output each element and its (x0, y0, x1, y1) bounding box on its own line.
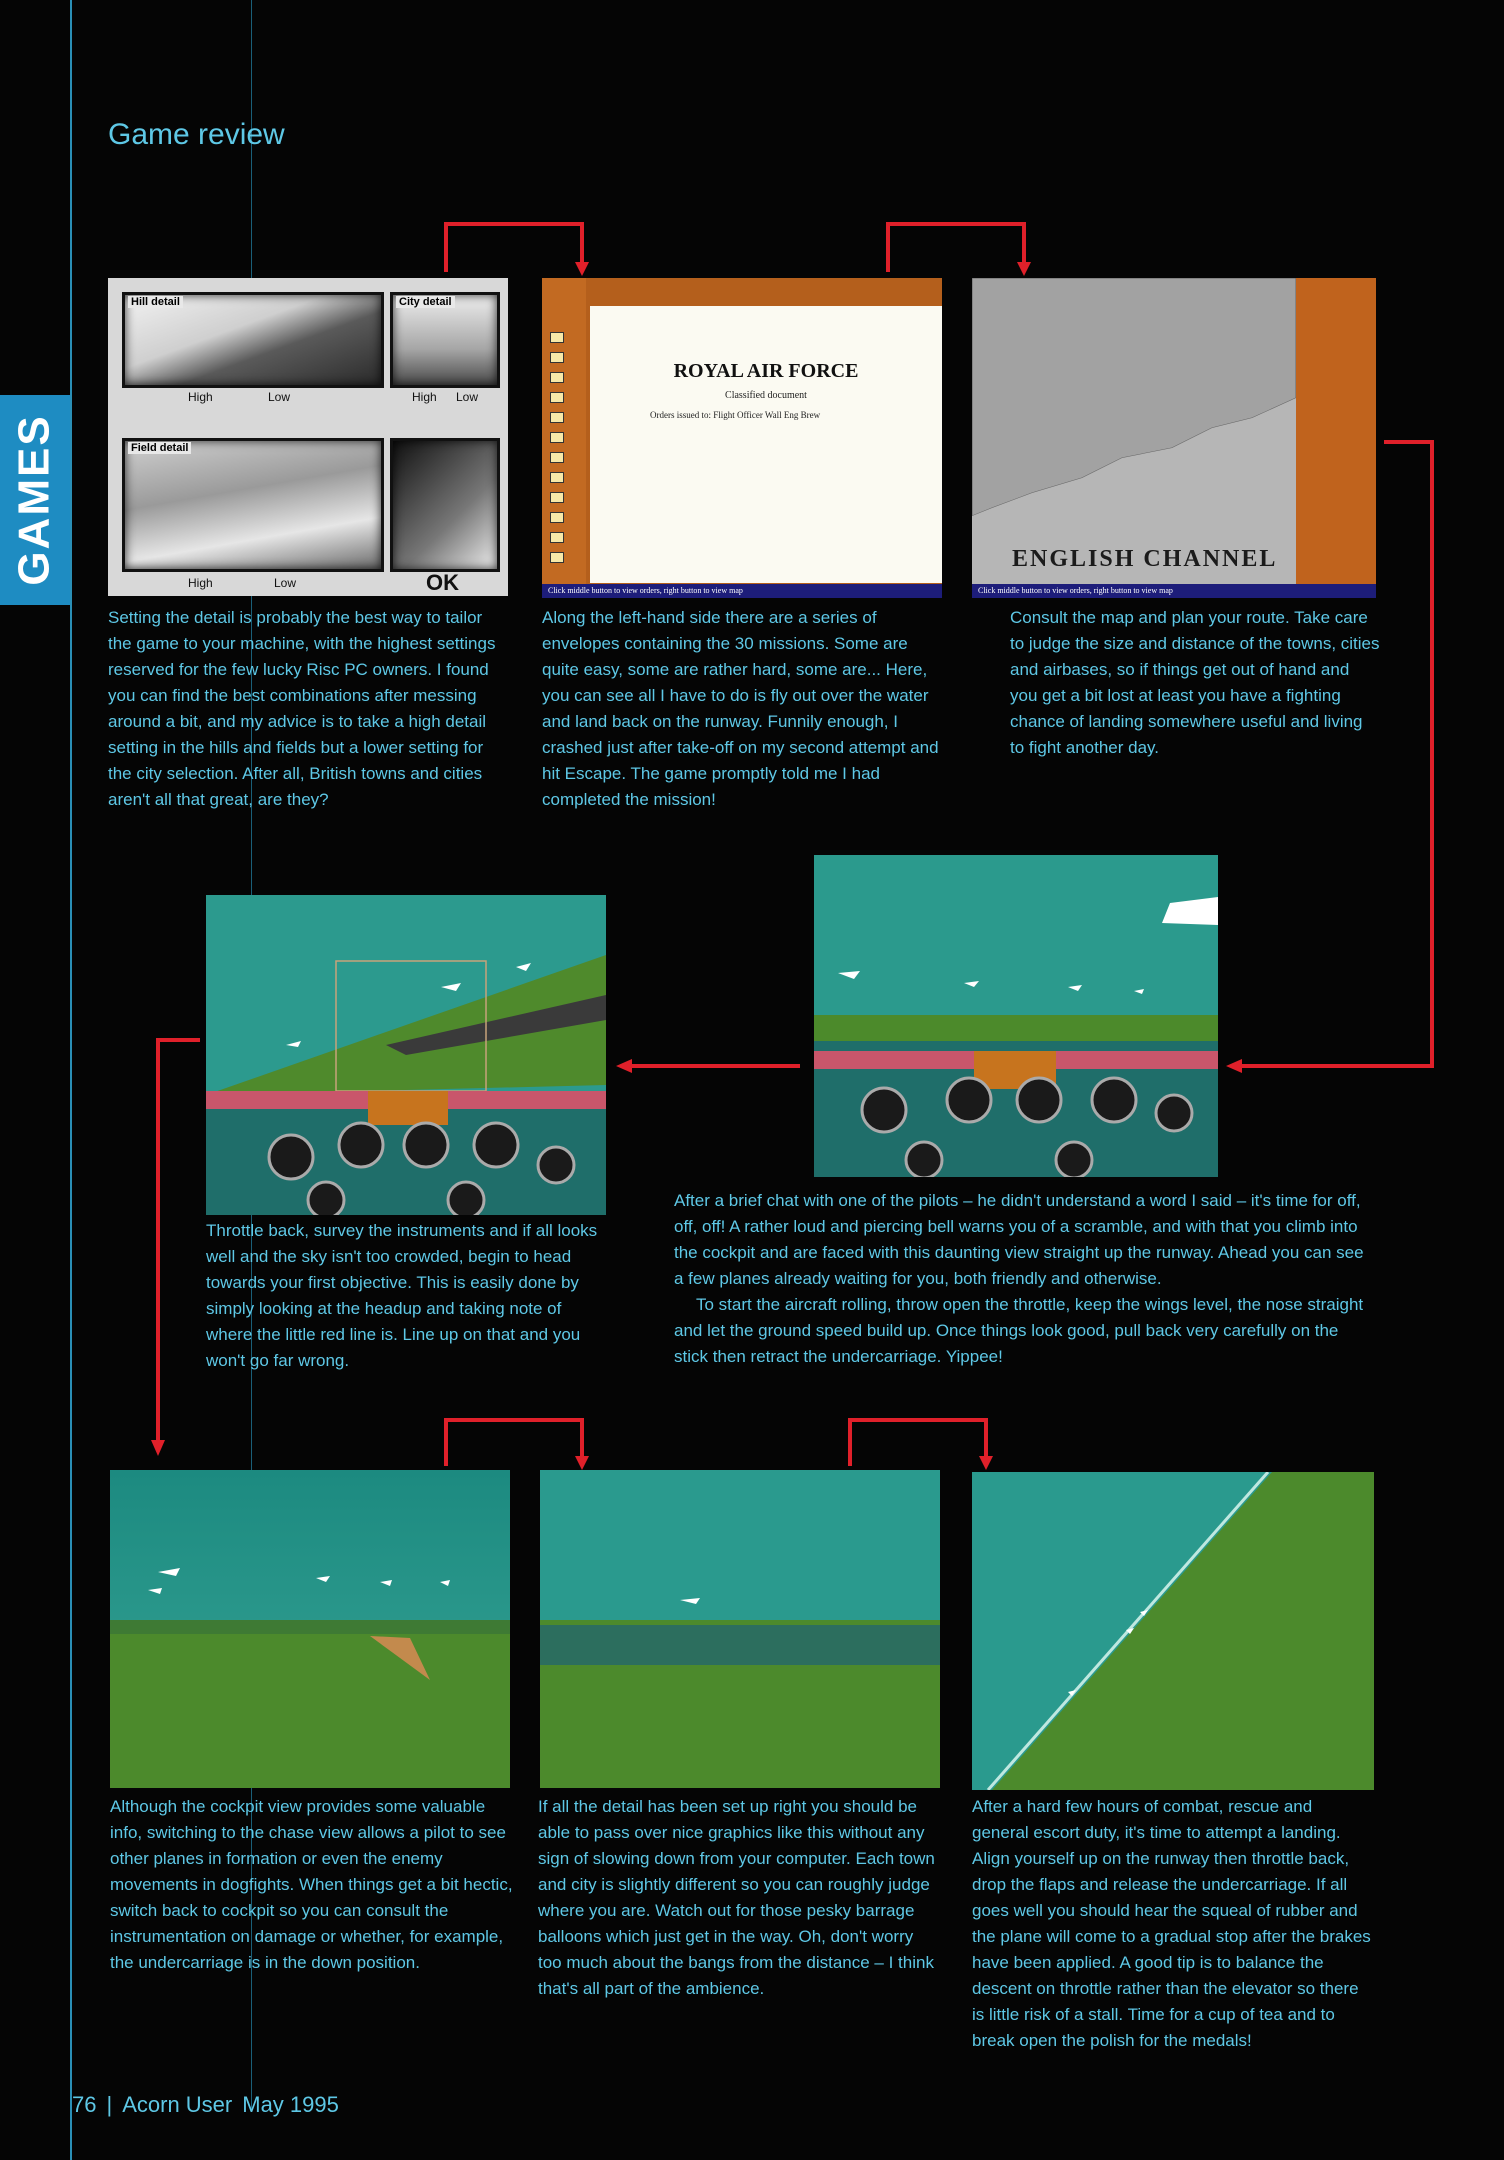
raf-orders-screenshot (542, 278, 942, 598)
map-sidebar (1296, 278, 1376, 596)
arrowhead (151, 1440, 165, 1456)
arrowhead (575, 1456, 589, 1470)
envelope-icon[interactable] (550, 332, 564, 343)
envelope-icon[interactable] (550, 352, 564, 363)
page-number: 76 (72, 2092, 97, 2117)
city-detail-label: City detail (396, 296, 455, 308)
landing-view (972, 1472, 1374, 1790)
section-tab-label: GAMES (10, 414, 60, 586)
ok-button[interactable]: OK (426, 570, 459, 595)
raf-title: ROYAL AIR FORCE (673, 360, 859, 382)
footer-separator: | (106, 2092, 113, 2117)
raf-status-bar: Click middle button to view orders, right button to view map (542, 584, 942, 598)
flyover-view (540, 1470, 940, 1788)
envelope-icon[interactable] (550, 552, 564, 563)
coastline-map (972, 278, 1296, 584)
field-detail-label: Field detail (128, 442, 191, 454)
caption-chase-view: Although the cockpit view provides some valuable info, switching to the chase view allows a pilot to see other planes in formation or even the enemy movements in dogfights. When things get a bit hectic, switch back to cockpit so you can consult the instrumentation on damage or whether, for example, the undercarriage is in the down position. (110, 1797, 513, 1972)
arrowhead (1226, 1059, 1242, 1073)
magazine-name: Acorn User (122, 2092, 233, 2117)
envelope-icon[interactable] (550, 472, 564, 483)
connector-5-6 (158, 1040, 200, 1440)
envelope-icon[interactable] (550, 492, 564, 503)
cockpit-heading-screenshot (206, 895, 606, 1215)
raf-orders-issued: Orders issued to: Flight Officer Wall Eng Brew (650, 410, 821, 420)
hill-low-option[interactable]: Low (268, 390, 291, 404)
city-low-option[interactable]: Low (456, 390, 479, 404)
envelope-icon[interactable] (550, 452, 564, 463)
envelope-icon[interactable] (550, 412, 564, 423)
connector-6-7 (446, 1420, 582, 1466)
connector-1-2 (446, 224, 582, 272)
chase-view-screenshot (110, 1470, 510, 1788)
map-screenshot (972, 278, 1376, 598)
preview-gradient-tile (390, 438, 500, 572)
cockpit-view (206, 895, 606, 1215)
arrowhead (616, 1059, 632, 1073)
caption-landing: After a hard few hours of combat, rescue and general escort duty, it's time to attempt a landing. Align yourself up on the runway then throttle back, drop the flaps and release the undercarriage. If all goes well you should hear the squeal of rubber and the plane will come to a gradual stop after the brakes have been applied. A good tip is to balance the descent on throttle rather than the elevator so there is little risk of a stall. Time for a cup of tea and to break open the polish for the medals! (972, 1797, 1371, 2050)
arrowhead (575, 262, 589, 276)
caption-heading: Throttle back, survey the instruments and if all looks well and the sky isn't too crowded, begin to head towards your first objective. This is easily done by simply looking at the headup and taking note of where the little red line is. Line up on that and you won't go far wrong. (206, 1221, 598, 1370)
caption-graphics: If all the detail has been set up right you should be able to pass over nice graphics like this without any sign of slowing down from your computer. Each town and city is slightly different so you can roughly judge where you are. Watch out for those pesky barrage balloons which just get in the way. Oh, don't worry too much about the bangs from the distance – I think that's all part of the ambience. (538, 1797, 935, 1998)
hill-detail-label: Hill detail (128, 296, 183, 308)
town-flyover-screenshot (540, 1470, 940, 1788)
caption-detail-settings: Setting the detail is probably the best way to tailor the game to your machine, with the highest settings reserved for the few lucky Risc PC owners. I found you can find the best combinations after messing around a bit, and my advice is to take a high detail setting in the hills and fields but a lower setting for the city selection. After all, British towns and cities aren't all that great, are they? (108, 608, 496, 809)
envelope-icon[interactable] (550, 432, 564, 443)
envelope-column (542, 278, 586, 584)
landing-screenshot (972, 1472, 1374, 1790)
chase-view (110, 1470, 510, 1788)
hill-high-option[interactable]: High (188, 390, 213, 404)
city-high-option[interactable]: High (412, 390, 437, 404)
field-high-option[interactable]: High (188, 576, 213, 590)
caption-runway: After a brief chat with one of the pilots – he didn't understand a word I said – it's time for off, off, off! A rather loud and piercing bell warns you of a scramble, and with that you climb into the cockpit and are faced with this daunting view straight up the runway. Ahead you can see a few planes already waiting for you, both friendly and otherwise. To start the aircraft rolling, throw open the throttle, keep the wings level, the nose straight and let the ground speed build up. Once things look good, pull back very carefully on the stick then retract the undercarriage. Yippee! (674, 1191, 1364, 1366)
raf-subtitle: Classified document (725, 390, 807, 401)
field-detail-tile (122, 438, 384, 572)
caption-map: Consult the map and plan your route. Take care to judge the size and distance of the towns, cities and airbases, so if things get out of hand and you get a bit lost at least you have a fighting chance of landing somewhere useful and living to fight another day. (1010, 608, 1380, 757)
envelope-icon[interactable] (550, 532, 564, 543)
page-footer (72, 2092, 339, 2118)
caption-missions: Along the left-hand side there are a series of envelopes containing the 30 missions. Some are quite easy, some are rather hard, some are... Here, you can see all I have to do is fly out over the water and land back on the runway. Funnily enough, I crashed just after take-off on my second attempt and hit Escape. The game promptly told me I had completed the mission! (542, 608, 939, 809)
runway-screenshot (814, 855, 1218, 1177)
orders-sheet (590, 306, 942, 583)
connector-2-3 (888, 224, 1024, 272)
arrowhead (1017, 262, 1031, 276)
envelope-icon[interactable] (550, 392, 564, 403)
envelope-icon[interactable] (550, 512, 564, 523)
field-low-option[interactable]: Low (274, 576, 297, 590)
arrowhead (979, 1456, 993, 1470)
issue-date: May 1995 (242, 2092, 339, 2117)
map-status-bar: Click middle button to view orders, right button to view map (972, 584, 1376, 598)
detail-settings-screenshot (108, 278, 508, 596)
map-location-label: ENGLISH CHANNEL (1012, 546, 1278, 572)
page-title: Game review (108, 118, 285, 151)
connector-7-8 (850, 1420, 986, 1466)
runway-view (814, 855, 1218, 1177)
envelope-icon[interactable] (550, 372, 564, 383)
